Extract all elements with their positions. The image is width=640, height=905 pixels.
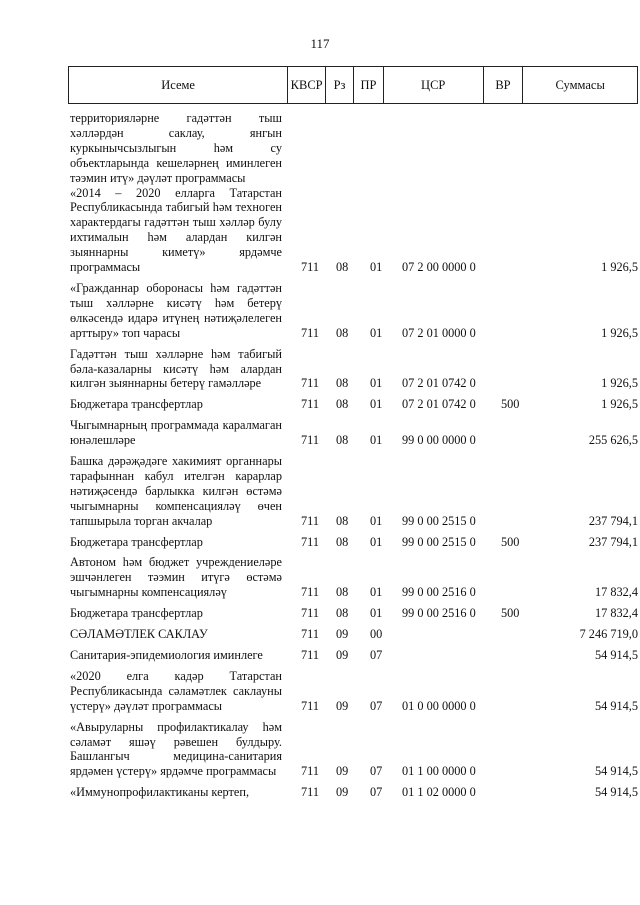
row-sum: 54 914,5 [594,764,638,779]
row-kvsr: 711 [301,534,319,549]
table-row [70,281,638,341]
table-row [70,555,638,600]
row-name: «2020 елга кадәр Татарстан Республикасында сәламәтлек саклауны үстерү» дәүләт программасы [70,668,282,713]
row-rz: 08 [336,325,349,340]
row-name: «Авыруларны профилактикалау һәм сәламәт яшәү рәвешен булдыру. Башлангыч медицина-санитария ярдәмен үстерү» ярдәмче программасы [70,719,282,779]
table-row [70,454,638,529]
row-csr: 99 0 00 2515 0 [402,534,476,549]
header-kvsr: КВСР [288,67,326,103]
row-pr: 07 [370,648,383,662]
row-name: Чыгымнарның программада каралмаган юнәлешләре [70,418,282,448]
row-sum: 54 914,5 [594,785,638,800]
row-csr: 99 0 00 2516 0 [402,606,476,621]
row-csr: 07 2 01 0000 0 [402,325,476,340]
row-name: Автоном һәм бюджет учреждениеләре эшчәнлеген тәэмин итүгә өстәмә чыгымнарны компенсацияләү [70,555,282,600]
header-csr: ЦСР [384,67,484,103]
row-kvsr: 711 [301,397,319,412]
table-row [70,606,638,621]
row-pr: 01 [370,513,383,528]
row-kvsr: 711 [301,764,319,779]
row-rz: 08 [336,260,349,275]
row-kvsr: 711 [301,698,319,713]
table-row [70,627,638,642]
row-rz: 09 [336,698,349,713]
row-csr: 07 2 00 0000 0 [402,260,476,275]
row-csr: 07 2 01 0742 0 [402,397,476,412]
table-header [68,66,638,104]
row-kvsr: 711 [301,513,319,528]
table-row [70,535,638,550]
row-pr: 01 [370,325,383,340]
row-kvsr: 711 [301,648,319,662]
row-kvsr: 711 [301,376,319,391]
row-rz: 08 [336,397,349,412]
row-sum: 17 832,4 [594,585,638,600]
row-name: Бюджетара трансфертлар [70,397,203,412]
row-rz: 09 [336,785,349,800]
row-pr: 01 [370,397,383,412]
row-name: Гадәттән тыш хәлләрне һәм табигый бәла-казаларны кисәтү һәм алардан килгән зыяннарны бетерү гамәлләре [70,346,282,391]
row-sum: 17 832,4 [594,606,638,621]
row-kvsr: 711 [301,260,319,275]
row-kvsr: 711 [301,585,319,600]
table-row [70,785,638,800]
table-row [70,669,638,714]
row-vr: 500 [501,606,520,621]
row-pr: 01 [370,376,383,391]
header-name: Исеме [69,67,288,103]
row-sum: 237 794,1 [588,513,638,528]
row-name: Бюджетара трансфертлар [70,606,203,621]
row-name: «2014 – 2020 елларга Татарстан Республикасында табигый һәм техноген характердагы гадәттән тыш хәлләр булу ихтималын һәм алардан килгән зыяннарны киметү» ярдәмче программасы [70,185,282,275]
row-sum: 1 926,5 [601,397,638,412]
row-csr: 01 1 02 0000 0 [402,785,476,800]
row-sum: 1 926,5 [601,260,638,275]
table-row [70,418,638,448]
row-pr: 01 [370,585,383,600]
row-kvsr: 711 [301,785,319,800]
row-name: СӘЛАМӘТЛЕК САКЛАУ [70,627,208,642]
row-rz: 08 [336,376,349,391]
row-rz: 08 [336,606,349,621]
row-csr: 99 0 00 2516 0 [402,585,476,600]
row-pr: 01 [370,433,383,448]
row-name: Санитария-эпидемиология иминлеге [70,648,263,662]
row-sum: 237 794,1 [588,534,638,549]
row-name: Бюджетара трансфертлар [70,534,203,549]
row-name: «Иммунопрофилактиканы кертеп, [70,785,250,800]
row-rz: 08 [336,513,349,528]
row-pr: 01 [370,606,383,621]
row-rz: 09 [336,648,349,662]
row-rz: 08 [336,585,349,600]
row-pr: 07 [370,764,383,779]
row-rz: 09 [336,627,349,642]
table-body [70,111,638,800]
table-row [70,397,638,412]
row-pr: 07 [370,785,383,800]
row-csr: 99 0 00 2515 0 [402,513,476,528]
row-sum: 255 626,5 [588,433,638,448]
header-vr: ВР [484,67,524,103]
row-csr: 99 0 00 0000 0 [402,433,476,448]
table-row [70,111,638,186]
row-sum: 1 926,5 [601,376,638,391]
row-kvsr: 711 [301,433,319,448]
row-sum: 1 926,5 [601,325,638,340]
row-kvsr: 711 [301,325,319,340]
header-pr: ПР [354,67,384,103]
row-csr: 01 0 00 0000 0 [402,698,476,713]
row-sum: 7 246 719,0 [579,627,638,642]
header-rz: Рз [326,67,354,103]
row-pr: 07 [370,698,383,713]
page-number: 117 [310,36,330,51]
row-pr: 00 [370,627,383,642]
row-pr: 01 [370,260,383,275]
row-name: территорияләрне гадәттән тыш хәлләрдән саклау, янгын куркынычсызлыгын һәм су объектларында кешеләрнең иминлеген тәэмин итү» дәүләт программасы [70,111,282,185]
table-row [70,347,638,392]
header-sum: Суммасы [555,77,605,92]
row-vr: 500 [501,534,520,549]
row-rz: 08 [336,433,349,448]
row-csr: 07 2 01 0742 0 [402,376,476,391]
row-sum: 54 914,5 [594,698,638,713]
row-name: «Гражданнар оборонасы һәм гадәттән тыш хәлләрне кисәтү һәм бетерү өлкәсендә идарә итүнең нәтиҗәлелеген арттыру» топ чарасы [70,280,282,340]
row-vr: 500 [501,397,520,412]
row-sum: 54 914,5 [594,648,638,662]
row-rz: 09 [336,764,349,779]
row-kvsr: 711 [301,627,319,642]
row-kvsr: 711 [301,606,319,621]
table-row [70,720,638,780]
row-pr: 01 [370,534,383,549]
table-row [70,186,638,275]
row-rz: 08 [336,534,349,549]
row-csr: 01 1 00 0000 0 [402,764,476,779]
row-name: Башка дәрәҗәдәге хакимият органнары тарафыннан кабул ителгән карарлар нәтиҗәсендә барлыкка килгән өстәмә чыгымнарны компенсацияләү өчен тапшырыла торган акчалар [70,454,282,528]
table-row [70,648,638,663]
